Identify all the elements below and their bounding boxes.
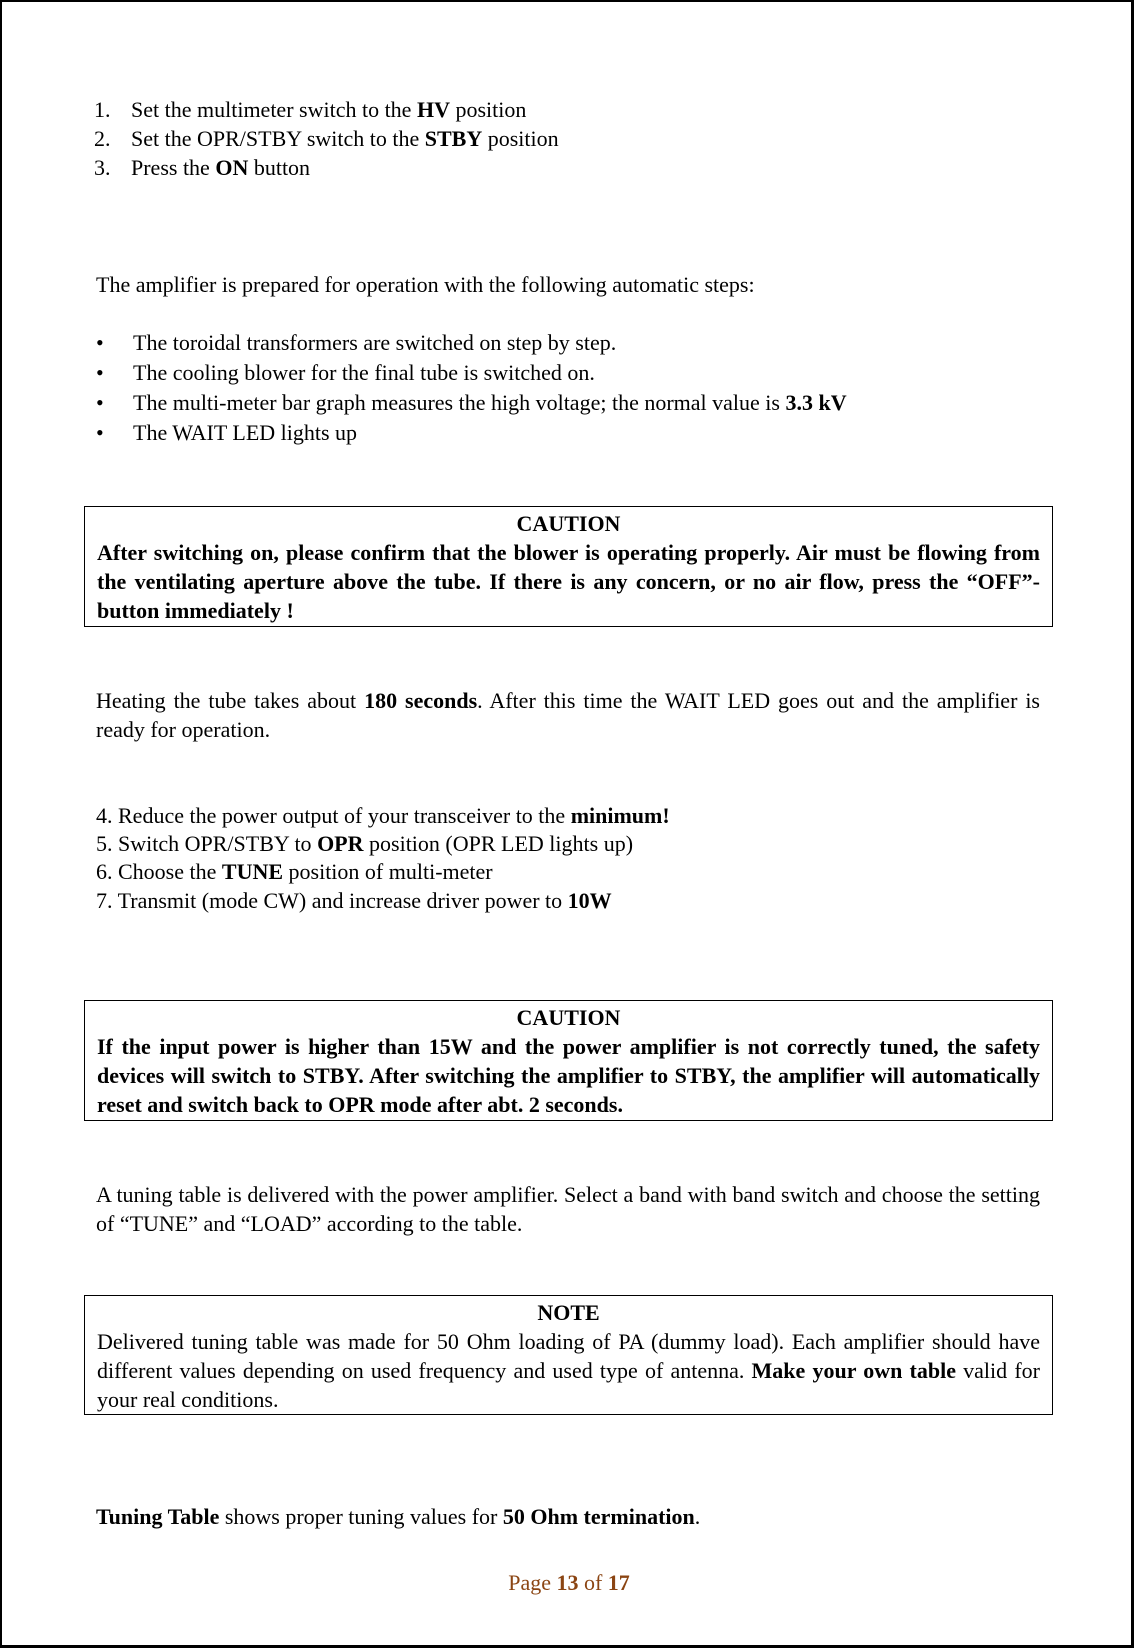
step-text: 6. Choose the — [96, 859, 222, 884]
step-4 — [96, 802, 670, 830]
step-text: Press the — [131, 155, 216, 180]
heating-bold: 180 seconds — [364, 688, 478, 713]
bullet-text: The cooling blower for the final tube is switched on. — [133, 360, 595, 385]
bullet-item — [133, 389, 847, 417]
tuning-table-line — [96, 1503, 700, 1531]
step-5 — [96, 830, 633, 858]
note-box — [84, 1295, 1053, 1415]
step-3 — [94, 154, 310, 182]
step-text: 4. Reduce the power output of your transceiver to the — [96, 803, 571, 828]
tuning-table-text: . — [694, 1504, 701, 1529]
step-1 — [94, 96, 526, 124]
step-text: 5. Switch OPR/STBY to — [96, 831, 318, 856]
step-number: 2. — [94, 126, 111, 151]
footer-text: Page — [508, 1570, 557, 1595]
step-text: button — [248, 155, 311, 180]
bullet-item — [133, 359, 595, 387]
step-2 — [94, 125, 559, 153]
bullet-text: The toroidal transformers are switched on step by step. — [133, 330, 617, 355]
step-text: position — [482, 126, 559, 151]
caution-title: CAUTION — [516, 511, 621, 536]
footer-text: of — [578, 1570, 608, 1595]
caution-text: If the input power is higher than 15W and the power amplifier is not correctly tuned, the safety devices will switch to STBY. After switching the amplifier to STBY, the amplifier will automatically reset and switch back to OPR mode after abt. 2 seconds. — [97, 1034, 1040, 1117]
step-number: 3. — [94, 155, 111, 180]
page-number: 13 — [556, 1570, 579, 1595]
bullet-dot: • — [96, 330, 104, 355]
intro-text: The amplifier is prepared for operation with the following automatic steps: — [96, 272, 755, 297]
caution-text: After switching on, please confirm that the blower is operating properly. Air must be flowing from the ventilating aperture above the tube. If there is any concern, or no air flow, press the “OFF”-button immediately ! — [97, 540, 1040, 623]
note-text — [97, 1327, 1040, 1414]
step-number: 1. — [94, 97, 111, 122]
bullet-dot: • — [96, 360, 104, 385]
bullet-text: The multi-meter bar graph measures the high voltage; the normal value is — [133, 390, 786, 415]
page-footer — [0, 1570, 1138, 1596]
note-bold: Make your own table — [751, 1358, 956, 1383]
tuning-table-text: shows proper tuning values for — [219, 1504, 503, 1529]
bullet-dot: • — [96, 390, 104, 415]
bullet-bold: 3.3 kV — [785, 390, 847, 415]
step-text: 7. Transmit (mode CW) and increase driver power to — [96, 888, 568, 913]
caution-box-2 — [84, 1000, 1053, 1121]
step-bold: TUNE — [221, 859, 284, 884]
step-bold: 10W — [567, 888, 612, 913]
note-title: NOTE — [537, 1300, 600, 1325]
step-bold: minimum! — [570, 803, 670, 828]
bullet-item — [133, 419, 357, 447]
step-6 — [96, 858, 493, 886]
tuning-table-bold: 50 Ohm termination — [502, 1504, 695, 1529]
tuning-paragraph: A tuning table is delivered with the power amplifier. Select a band with band switch and choose the setting of “TUNE” and “LOAD” according to the table. — [96, 1182, 1040, 1236]
step-bold: OPR — [317, 831, 364, 856]
step-bold: HV — [416, 97, 450, 122]
step-bold: STBY — [424, 126, 483, 151]
caution-box-1 — [84, 506, 1053, 627]
step-text: position — [449, 97, 527, 122]
heating-text: Heating the tube takes about — [96, 688, 365, 713]
note-body: valid for your real conditions. — [97, 1358, 1040, 1412]
step-text: Set the OPR/STBY switch to the — [131, 126, 425, 151]
heating-paragraph — [96, 686, 1040, 744]
bullet-text: The WAIT LED lights up — [133, 420, 358, 445]
step-text: Set the multimeter switch to the — [131, 97, 417, 122]
heating-text: . After this time the WAIT LED goes out and the amplifier is ready for operation. — [96, 688, 1040, 742]
page-total: 17 — [607, 1570, 630, 1595]
bullet-item — [133, 329, 616, 357]
bullet-dot: • — [96, 420, 104, 445]
note-body: Delivered tuning table was made for 50 Ohm loading of PA (dummy load). Each amplifier should have different values depending on used frequency and used type of antenna. — [97, 1329, 1040, 1383]
step-text: position (OPR LED lights up) — [363, 831, 634, 856]
tuning-table-bold: Tuning Table — [96, 1504, 220, 1529]
caution-title: CAUTION — [516, 1005, 621, 1030]
step-bold: ON — [215, 155, 249, 180]
step-text: position of multi-meter — [283, 859, 493, 884]
step-7 — [96, 887, 612, 915]
